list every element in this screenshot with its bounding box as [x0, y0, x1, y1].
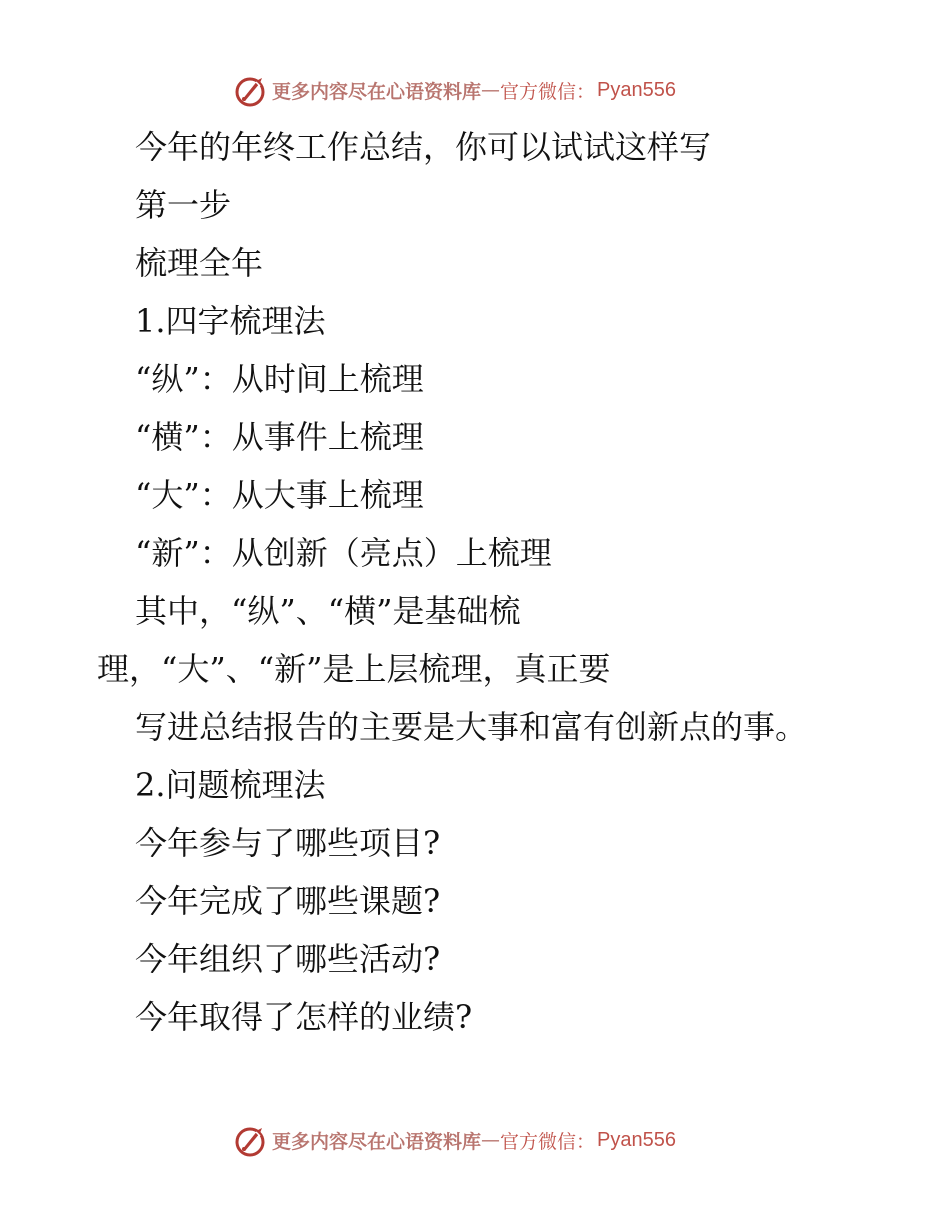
text-line: 今年的年终工作总结，你可以试试这样写 — [135, 128, 712, 166]
text-line: 2.问题梳理法 — [135, 766, 326, 804]
text-line: 第一步 — [135, 186, 232, 224]
text-line: “纵”：从时间上梳理 — [135, 360, 424, 398]
footer-text: 更多内容尽在心语资料库 — [272, 1130, 482, 1153]
text-line: 理，“大”、“新”是上层梳理，真正要 — [97, 650, 611, 688]
header-contact-label: 官方微信： — [500, 80, 596, 103]
text-line: 今年参与了哪些项目? — [135, 824, 441, 862]
footer-banner — [232, 1120, 676, 1160]
text-line: 今年取得了怎样的业绩? — [135, 998, 473, 1036]
text-line: 写进总结报告的主要是大事和富有创新点的事。 — [135, 708, 808, 746]
text-line: 其中，“纵”、“横”是基础梳 — [135, 592, 521, 630]
text-line: 今年组织了哪些活动? — [135, 940, 441, 978]
text-line: “大”：从大事上梳理 — [135, 476, 424, 514]
quill-logo-icon — [232, 1122, 268, 1158]
footer-separator: — — [481, 1129, 501, 1151]
header-text: 更多内容尽在心语资料库 — [272, 80, 482, 103]
text-line: “新”：从创新（亮点）上梳理 — [135, 534, 552, 572]
header-banner — [232, 70, 676, 110]
text-line: 今年完成了哪些课题? — [135, 882, 441, 920]
header-separator: — — [481, 79, 501, 101]
footer-contact-id: Pyan556 — [597, 1128, 676, 1151]
quill-logo-icon — [232, 72, 268, 108]
text-line: 1.四字梳理法 — [135, 302, 326, 340]
text-line: “横”：从事件上梳理 — [135, 418, 424, 456]
footer-contact-label: 官方微信： — [500, 1130, 596, 1153]
text-line: 梳理全年 — [135, 244, 264, 282]
header-contact-id: Pyan556 — [597, 78, 676, 101]
